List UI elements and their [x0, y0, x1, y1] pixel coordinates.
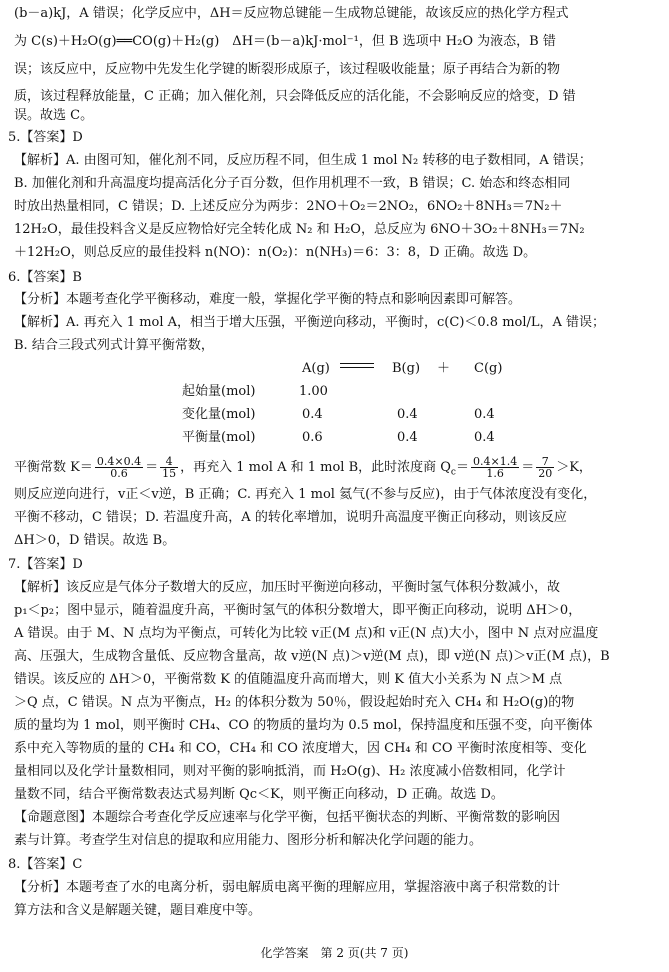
table-row-label: 起始量(mol) [182, 384, 256, 399]
text-line: 误；该反应中，反应物中先发生化学键的断裂形成原子，该过程吸收能量；原子再结合为新的物 [14, 62, 561, 77]
text-line: 量相同以及化学计量数相同，则对平衡的影响抵消，而 H₂O(g)、H₂ 浓度减小倍数相同，化学计 [14, 764, 566, 779]
table-cell: 0.6 [302, 430, 323, 445]
table-header-a: A(g) [302, 361, 330, 376]
answer-heading-6: 6.【答案】B [8, 270, 82, 285]
text-line: ΔH＞0，D 错误。故选 B。 [14, 533, 176, 548]
text-line: B. 结合三段式列式计算平衡常数， [14, 338, 214, 353]
table-cell: 0.4 [397, 407, 418, 422]
answer-heading-7: 7.【答案】D [8, 557, 83, 572]
text-line: ＋12H₂O，则总反应的最佳投料 n(NO)：n(O₂)：n(NH₃)＝6：3：8，D 正确。故选 D。 [14, 245, 537, 260]
text-line: 质，该过程释放能量，C 正确；加入催化剂，只会降低反应的活化能，不会影响反应的焓变，D 错 [14, 89, 576, 104]
text-line: 素与计算。考查学生对信息的提取和应用能力、图形分析和解决化学问题的能力。 [14, 833, 483, 848]
table-cell: 0.4 [302, 407, 323, 422]
text-line: ＞Q 点，C 错误。N 点为平衡点，H₂ 的体积分数为 50％，假设起始时充入 CH₄ 和 H₂O(g)的物 [14, 695, 575, 710]
table-row-label: 平衡量(mol) [182, 430, 256, 445]
table-header-plus: ＋ [437, 361, 451, 376]
text-line: 高、压强大，生成物含量低、反应物含量高，故 v逆(N 点)＞v逆(M 点)，即 v逆(N 点)＞v正(M 点)，B [14, 649, 610, 664]
text-line: 为 C(s)＋H₂O(g)══CO(g)＋H₂(g) ΔH＝(b－a)kJ·mol⁻¹，但 B 选项中 H₂O 为液态，B 错 [14, 34, 556, 49]
text-line: 【解析】A. 由图可知，催化剂不同，反应历程不同，但生成 1 mol N₂ 转移的电子数相同，A 错误； [14, 153, 592, 168]
table-cell: 1.00 [299, 384, 328, 399]
fraction: $\frac{0.4\times 1.4}{1.6}$ [472, 455, 518, 480]
table-header-c: C(g) [474, 361, 503, 376]
text-line: 平衡不移动，C 错误；D. 若温度升高，A 的转化率增加，说明升高温度平衡正向移动，则该反应 [14, 510, 567, 525]
table-cell: 0.4 [397, 430, 418, 445]
text-line: 误。故选 C。 [14, 108, 94, 123]
table-cell: 0.4 [474, 407, 495, 422]
table-row-label: 变化量(mol) [182, 407, 256, 422]
fraction: $\frac{4}{15}$ [162, 455, 177, 480]
k-text: 平衡常数 K＝ [14, 460, 93, 475]
text-line: 【解析】该反应是气体分子数增大的反应，加压时平衡逆向移动，平衡时氢气体积分数减小，故 [14, 580, 561, 595]
text-line: (b－a)kJ，A 错误；化学反应中，ΔH＝反应物总键能－生成物总键能，故该反应的热化学方程式 [14, 6, 569, 21]
fraction: $\frac{0.4\times 0.4}{0.6}$ [96, 455, 142, 480]
answer-heading-8: 8.【答案】C [8, 857, 83, 872]
table-cell: 0.4 [474, 430, 495, 445]
fraction: $\frac{7}{20}$ [538, 455, 553, 480]
text-line: 系中充入等物质的量的 CH₄ 和 CO，CH₄ 和 CO 浓度增大，因 CH₄ 和 CO 平衡时浓度相等、变化 [14, 741, 587, 756]
answer-heading-5: 5.【答案】D [8, 130, 83, 145]
text-line: 【分析】本题考查化学平衡移动，难度一般，掌握化学平衡的特点和影响因素即可解答。 [14, 292, 522, 307]
text-line: 【命题意图】本题综合考查化学反应速率与化学平衡，包括平衡状态的判断、平衡常数的影响因 [14, 810, 561, 825]
text-line: 时放出热量相同，C 错误；D. 上述反应分为两步：2NO＋O₂＝2NO₂，6NO₂＋8NH₃＝7N₂＋ [14, 199, 563, 214]
text-line: 质的量均为 1 mol，则平衡时 CH₄、CO 的物质的量均为 0.5 mol，保持温度和压强不变，向平衡体 [14, 718, 593, 733]
text-line: 12H₂O，最佳投料含义是反应物恰好完全转化成 N₂ 和 H₂O，总反应为 6NO＋3O₂＋8NH₃＝7N₂ [14, 222, 585, 237]
text-line: 量数不同，结合平衡常数表达式易判断 Qc＜K，则平衡正向移动，D 正确。故选 D。 [14, 787, 504, 802]
text-line: 【分析】本题考查了水的电离分析，弱电解质电离平衡的理解应用，掌握溶液中离子积常数的计 [14, 880, 561, 895]
text-line: 错误。该反应的 ΔH＞0，平衡常数 K 的值随温度升高而增大，则 K 值大小关系为 N 点＞M 点 [14, 672, 563, 687]
page-footer: 化学答案 第 2 页(共 7 页) [260, 946, 409, 960]
table-header-b: B(g) [392, 361, 421, 376]
equilibrium-constant-line: 平衡常数 K＝ $\frac{0.4\times 0.4}{0.6}$ ＝ $\frac{4}{15}$ ，再充入 1 mol A 和 1 mol B，此时浓度商 $Q_c=$ $\frac{0.4\times 1.4}{1.6}$ ＝ $\frac{7}{20}$ ＞K， [14, 455, 592, 480]
text-line: B. 加催化剂和升高温度均提高活化分子百分数，但作用机理不一致，B 错误；C. 始态和终态相同 [14, 176, 571, 191]
text-line: 则反应逆向进行，v正＜v逆，B 正确；C. 再充入 1 mol 氦气(不参与反应)，由于气体浓度没有变化， [14, 487, 597, 502]
text-line: p₁＜p₂；图中显示，随着温度升高，平衡时氢气的体积分数增大，即平衡正向移动，说明 ΔH＞0， [14, 603, 582, 618]
text-line: 算方法和含义是解题关键，题目难度中等。 [14, 903, 262, 918]
text-line: 【解析】A. 再充入 1 mol A，相当于增大压强，平衡逆向移动，平衡时，c(C)＜0.8 mol/L，A 错误； [14, 315, 606, 330]
text-line: A 错误。由于 M、N 点均为平衡点，可转化为比较 v正(M 点)和 v正(N 点)大小，图中 N 点对应温度 [14, 626, 599, 641]
